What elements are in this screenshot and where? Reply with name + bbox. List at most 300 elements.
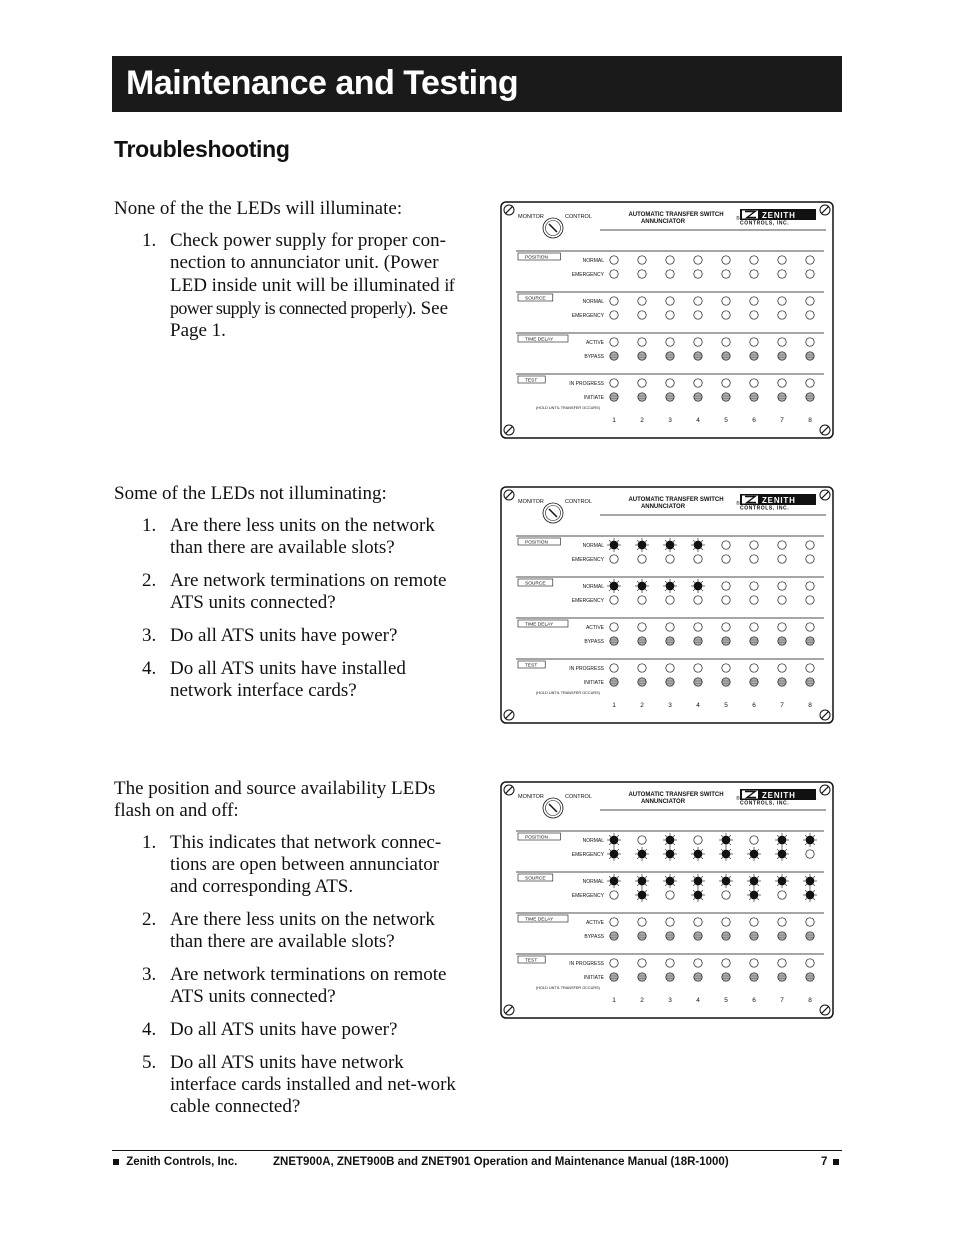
item-number: 3. [142, 964, 157, 985]
led-off-icon [694, 256, 702, 264]
annunciator-panel-2 [500, 486, 834, 724]
control-label: CONTROL [565, 214, 592, 220]
pushbutton-icon [750, 393, 758, 401]
led-row-label: NORMAL [582, 543, 604, 549]
led-row-label: EMERGENCY [571, 557, 604, 563]
led-off-icon [666, 664, 674, 672]
monitor-label: MONITOR [518, 794, 544, 800]
list-item [114, 909, 464, 953]
led-on-icon [635, 888, 649, 902]
led-off-icon [610, 918, 618, 926]
led-off-icon [778, 918, 786, 926]
led-off-icon [778, 891, 786, 899]
led-off-icon [722, 541, 730, 549]
pushbutton-icon [806, 352, 814, 360]
pushbutton-icon [666, 932, 674, 940]
screw-icon [820, 1005, 830, 1015]
registered-mark: ® [736, 216, 740, 222]
group-label: TIME DELAY [525, 917, 554, 923]
led-on-icon [635, 538, 649, 552]
footer-company [113, 1156, 237, 1168]
led-off-icon [750, 379, 758, 387]
led-off-icon [610, 555, 618, 563]
group-label: POSITION [525, 835, 548, 841]
led-on-icon [663, 847, 677, 861]
pushbutton-icon [806, 932, 814, 940]
pushbutton-icon [750, 678, 758, 686]
led-on-icon [607, 874, 621, 888]
item-number: 1. [142, 230, 157, 251]
led-on-icon [635, 579, 649, 593]
screw-icon [504, 490, 514, 500]
item-number: 3. [142, 625, 157, 646]
led-row-label: BYPASS [584, 639, 604, 645]
brand-subtitle: CONTROLS, INC. [740, 800, 790, 807]
led-off-icon [722, 664, 730, 672]
control-label: CONTROL [565, 794, 592, 800]
pushbutton-icon [638, 393, 646, 401]
pushbutton-icon [778, 637, 786, 645]
screw-icon [504, 425, 514, 435]
check-list [114, 230, 464, 342]
led-off-icon [806, 338, 814, 346]
led-off-icon [638, 918, 646, 926]
led-row-label: EMERGENCY [571, 893, 604, 899]
led-off-icon [722, 891, 730, 899]
led-off-icon [638, 596, 646, 604]
led-off-icon [694, 311, 702, 319]
pushbutton-icon [666, 637, 674, 645]
led-off-icon [694, 555, 702, 563]
led-off-icon [722, 256, 730, 264]
pushbutton-icon [694, 678, 702, 686]
led-off-icon [778, 582, 786, 590]
list-item [114, 964, 464, 1008]
pushbutton-icon [610, 932, 618, 940]
led-off-icon [778, 338, 786, 346]
led-off-icon [778, 297, 786, 305]
registered-mark: ® [736, 501, 740, 507]
page-title: Maintenance and Testing [126, 64, 519, 102]
pushbutton-icon [806, 973, 814, 981]
brand-subtitle: CONTROLS, INC. [740, 220, 790, 227]
led-off-icon [638, 256, 646, 264]
pushbutton-icon [694, 973, 702, 981]
led-row-label: NORMAL [582, 258, 604, 264]
led-off-icon [638, 270, 646, 278]
led-off-icon [750, 918, 758, 926]
led-on-icon [607, 847, 621, 861]
led-row-label: EMERGENCY [571, 272, 604, 278]
led-off-icon [722, 596, 730, 604]
led-off-icon [806, 850, 814, 858]
item-number: 4. [142, 658, 157, 679]
led-off-icon [666, 270, 674, 278]
led-off-icon [694, 379, 702, 387]
led-row-label: NORMAL [582, 584, 604, 590]
led-off-icon [610, 664, 618, 672]
led-off-icon [778, 555, 786, 563]
item-text: Check power supply for proper con-nection to annunciator unit. (Power LED inside unit will be illuminated [170, 230, 446, 296]
led-off-icon [750, 311, 758, 319]
led-on-icon [663, 874, 677, 888]
led-off-icon [750, 555, 758, 563]
screw-icon [504, 1005, 514, 1015]
item-number: 5. [142, 1052, 157, 1073]
led-off-icon [722, 555, 730, 563]
list-item [114, 658, 464, 702]
unit-number: 5 [724, 417, 728, 424]
led-on-icon [719, 874, 733, 888]
group-label: POSITION [525, 255, 548, 261]
led-on-icon [719, 847, 733, 861]
led-off-icon [666, 918, 674, 926]
led-off-icon [666, 555, 674, 563]
led-off-icon [694, 918, 702, 926]
led-off-icon [750, 270, 758, 278]
led-row-label: BYPASS [584, 354, 604, 360]
led-off-icon [722, 918, 730, 926]
group-label: POSITION [525, 540, 548, 546]
led-off-icon [806, 582, 814, 590]
led-off-icon [778, 664, 786, 672]
led-off-icon [722, 311, 730, 319]
pushbutton-icon [666, 678, 674, 686]
led-off-icon [778, 270, 786, 278]
led-off-icon [722, 379, 730, 387]
led-off-icon [666, 596, 674, 604]
led-off-icon [610, 256, 618, 264]
header-bar [112, 56, 842, 112]
item-text: Do all ATS units have installed network interface cards? [170, 658, 406, 701]
screw-icon [504, 785, 514, 795]
led-off-icon [638, 959, 646, 967]
unit-number: 2 [640, 997, 644, 1004]
led-off-icon [666, 959, 674, 967]
pushbutton-icon [694, 637, 702, 645]
led-off-icon [610, 270, 618, 278]
annunciator-title: AUTOMATIC TRANSFER SWITCH [628, 212, 724, 218]
led-on-icon [691, 847, 705, 861]
group-label: TIME DELAY [525, 622, 554, 628]
led-off-icon [750, 836, 758, 844]
led-off-icon [806, 959, 814, 967]
screw-icon [820, 785, 830, 795]
unit-number: 5 [724, 702, 728, 709]
led-row-label: ACTIVE [585, 920, 604, 926]
control-label: CONTROL [565, 499, 592, 505]
block-intro: Some of the LEDs not illuminating: [114, 483, 387, 504]
led-off-icon [806, 256, 814, 264]
led-on-icon [635, 874, 649, 888]
pushbutton-icon [722, 393, 730, 401]
unit-number: 1 [612, 417, 616, 424]
item-text: Do all ATS units have power? [170, 1019, 398, 1040]
check-list [114, 515, 464, 702]
led-off-icon [610, 379, 618, 387]
led-off-icon [694, 596, 702, 604]
hold-note: (HOLD UNTIL TRANSFER OCCURS) [536, 986, 600, 990]
screw-icon [820, 425, 830, 435]
annunciator-subtitle: ANNUNCIATOR [640, 219, 686, 225]
unit-number: 6 [752, 417, 756, 424]
led-on-icon [775, 833, 789, 847]
pushbutton-icon [806, 393, 814, 401]
unit-number: 8 [808, 997, 812, 1004]
led-row-label: INITIATE [583, 680, 604, 686]
item-text: This indicates that network connec-tions are open between annunciator and corresponding ATS. [170, 832, 442, 897]
list-item [114, 625, 464, 647]
led-off-icon [666, 891, 674, 899]
block-intro: None of the the LEDs will illuminate: [114, 198, 403, 219]
pushbutton-icon [694, 393, 702, 401]
item-text: Are network terminations on remote ATS units connected? [170, 964, 447, 1007]
check-list [114, 832, 464, 1118]
page-number: 7 [821, 1156, 828, 1168]
led-off-icon [806, 311, 814, 319]
annunciator-title: AUTOMATIC TRANSFER SWITCH [628, 497, 724, 503]
panel-drawing [500, 201, 834, 439]
led-off-icon [750, 664, 758, 672]
led-off-icon [666, 379, 674, 387]
group-label: SOURCE [525, 296, 546, 302]
led-off-icon [610, 297, 618, 305]
led-off-icon [750, 623, 758, 631]
led-on-icon [747, 874, 761, 888]
led-row-label: IN PROGRESS [569, 381, 604, 387]
led-on-icon [691, 538, 705, 552]
footer-manual: ZNET900A, ZNET900B and ZNET901 Operation and Maintenance Manual (18R-1000) [273, 1156, 729, 1168]
item-number: 4. [142, 1019, 157, 1040]
pushbutton-icon [722, 932, 730, 940]
pushbutton-icon [722, 678, 730, 686]
annunciator-panel-3 [500, 781, 834, 1019]
led-row-label: EMERGENCY [571, 313, 604, 319]
item-text: Do all ATS units have network interface cards installed and net-work cable connected? [170, 1052, 456, 1117]
led-off-icon [778, 959, 786, 967]
led-on-icon [803, 888, 817, 902]
pushbutton-icon [638, 932, 646, 940]
led-off-icon [750, 959, 758, 967]
list-item [114, 230, 464, 342]
led-on-icon [775, 874, 789, 888]
unit-number: 3 [668, 417, 672, 424]
pushbutton-icon [750, 637, 758, 645]
led-on-icon [775, 847, 789, 861]
led-off-icon [610, 891, 618, 899]
pushbutton-icon [806, 678, 814, 686]
pushbutton-icon [778, 973, 786, 981]
led-off-icon [806, 379, 814, 387]
item-text: Are there less units on the network than there are available slots? [170, 515, 435, 558]
led-off-icon [778, 256, 786, 264]
unit-number: 4 [696, 417, 700, 424]
led-off-icon [610, 311, 618, 319]
led-off-icon [750, 256, 758, 264]
screw-icon [504, 205, 514, 215]
led-on-icon [663, 833, 677, 847]
led-off-icon [666, 297, 674, 305]
pushbutton-icon [694, 932, 702, 940]
item-text: Are there less units on the network than there are available slots? [170, 909, 435, 952]
led-off-icon [778, 596, 786, 604]
list-item [114, 570, 464, 614]
led-off-icon [638, 623, 646, 631]
annunciator-title: AUTOMATIC TRANSFER SWITCH [628, 792, 724, 798]
item-number: 1. [142, 832, 157, 853]
unit-number: 1 [612, 702, 616, 709]
led-off-icon [778, 623, 786, 631]
screw-icon [820, 710, 830, 720]
hold-note: (HOLD UNTIL TRANSFER OCCURS) [536, 406, 600, 410]
led-on-icon [663, 579, 677, 593]
led-on-icon [803, 874, 817, 888]
led-on-icon [607, 579, 621, 593]
led-row-label: IN PROGRESS [569, 666, 604, 672]
led-off-icon [610, 596, 618, 604]
unit-number: 3 [668, 702, 672, 709]
annunciator-subtitle: ANNUNCIATOR [640, 799, 686, 805]
led-row-label: EMERGENCY [571, 598, 604, 604]
screw-icon [820, 205, 830, 215]
led-on-icon [635, 847, 649, 861]
unit-number: 2 [640, 702, 644, 709]
led-off-icon [638, 555, 646, 563]
led-on-icon [691, 874, 705, 888]
pushbutton-icon [638, 678, 646, 686]
led-off-icon [778, 379, 786, 387]
led-on-icon [607, 833, 621, 847]
unit-number: 8 [808, 417, 812, 424]
led-off-icon [610, 959, 618, 967]
led-off-icon [666, 311, 674, 319]
section-title: Troubleshooting [114, 136, 290, 162]
key-switch-icon [543, 798, 563, 818]
pushbutton-icon [722, 352, 730, 360]
pushbutton-icon [666, 973, 674, 981]
led-off-icon [778, 541, 786, 549]
led-row-label: NORMAL [582, 299, 604, 305]
led-off-icon [806, 555, 814, 563]
led-off-icon [694, 664, 702, 672]
annunciator-subtitle: ANNUNCIATOR [640, 504, 686, 510]
unit-number: 6 [752, 997, 756, 1004]
square-bullet-icon [833, 1159, 839, 1165]
led-off-icon [694, 297, 702, 305]
unit-number: 5 [724, 997, 728, 1004]
unit-number: 4 [696, 997, 700, 1004]
led-off-icon [778, 311, 786, 319]
item-text: Do all ATS units have power? [170, 625, 398, 646]
led-off-icon [722, 338, 730, 346]
led-off-icon [638, 379, 646, 387]
pushbutton-icon [750, 352, 758, 360]
unit-number: 6 [752, 702, 756, 709]
led-off-icon [638, 836, 646, 844]
led-off-icon [722, 582, 730, 590]
group-label: TEST [525, 958, 538, 964]
led-off-icon [722, 270, 730, 278]
led-off-icon [750, 338, 758, 346]
led-off-icon [666, 338, 674, 346]
annunciator-panel-1 [500, 201, 834, 439]
led-off-icon [806, 623, 814, 631]
brand-name: ZENITH [762, 791, 796, 800]
led-off-icon [750, 596, 758, 604]
unit-number: 1 [612, 997, 616, 1004]
key-switch-icon [543, 218, 563, 238]
panel-drawing [500, 486, 834, 724]
led-row-label: NORMAL [582, 879, 604, 885]
item-text-end: See Page 1. [170, 298, 449, 341]
led-off-icon [750, 582, 758, 590]
pushbutton-icon [610, 352, 618, 360]
led-row-label: NORMAL [582, 838, 604, 844]
brand-name: ZENITH [762, 211, 796, 220]
brand-subtitle: CONTROLS, INC. [740, 505, 790, 512]
group-label: SOURCE [525, 581, 546, 587]
led-off-icon [694, 836, 702, 844]
led-off-icon [638, 297, 646, 305]
group-label: SOURCE [525, 876, 546, 882]
unit-number: 2 [640, 417, 644, 424]
led-row-label: ACTIVE [585, 625, 604, 631]
brand-name: ZENITH [762, 496, 796, 505]
pushbutton-icon [750, 973, 758, 981]
troubleshooting-block-2 [114, 483, 464, 713]
pushbutton-icon [722, 637, 730, 645]
led-off-icon [806, 270, 814, 278]
led-off-icon [694, 959, 702, 967]
item-text-condensed: if power supply is connected properly). [170, 275, 455, 318]
led-on-icon [803, 833, 817, 847]
pushbutton-icon [638, 352, 646, 360]
unit-number: 7 [780, 417, 784, 424]
list-item [114, 1019, 464, 1041]
led-off-icon [806, 918, 814, 926]
led-row-label: EMERGENCY [571, 852, 604, 858]
unit-number: 3 [668, 997, 672, 1004]
led-off-icon [722, 959, 730, 967]
monitor-label: MONITOR [518, 214, 544, 220]
led-on-icon [663, 538, 677, 552]
led-row-label: IN PROGRESS [569, 961, 604, 967]
led-on-icon [607, 538, 621, 552]
pushbutton-icon [778, 393, 786, 401]
screw-icon [504, 710, 514, 720]
unit-number: 7 [780, 702, 784, 709]
item-number: 2. [142, 909, 157, 930]
footer-page [821, 1156, 839, 1168]
pushbutton-icon [694, 352, 702, 360]
item-number: 1. [142, 515, 157, 536]
pushbutton-icon [778, 932, 786, 940]
troubleshooting-block-3 [114, 778, 464, 1129]
list-item [114, 832, 464, 898]
troubleshooting-block-1 [114, 198, 464, 353]
led-off-icon [666, 623, 674, 631]
list-item [114, 515, 464, 559]
list-item [114, 1052, 464, 1118]
led-off-icon [750, 541, 758, 549]
unit-number: 7 [780, 997, 784, 1004]
pushbutton-icon [610, 678, 618, 686]
pushbutton-icon [806, 637, 814, 645]
pushbutton-icon [610, 393, 618, 401]
item-number: 2. [142, 570, 157, 591]
led-off-icon [666, 256, 674, 264]
monitor-label: MONITOR [518, 499, 544, 505]
